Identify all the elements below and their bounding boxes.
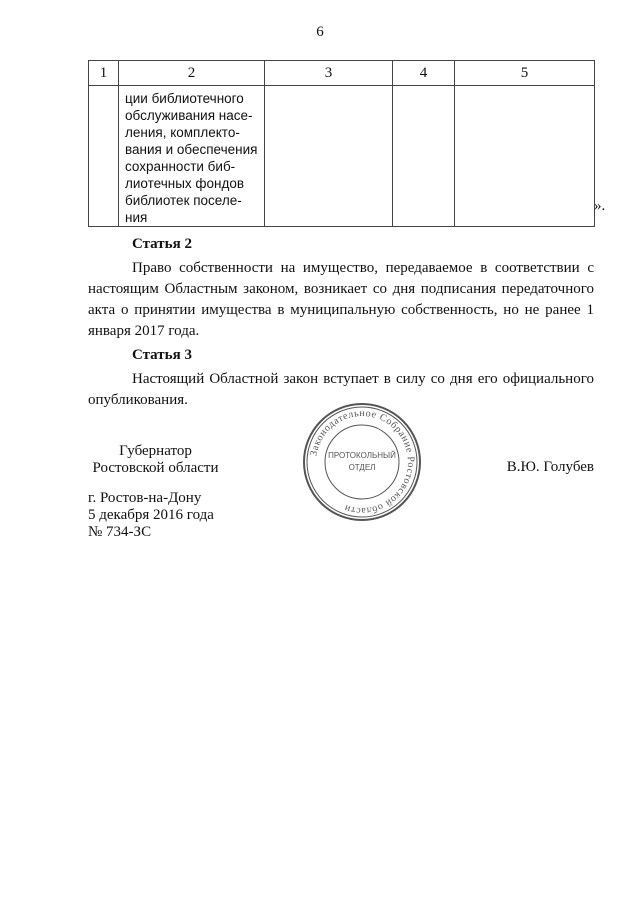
table-row xyxy=(89,86,595,227)
table-cell: ции библиотечного обслуживания насе- ления, комплекто- вания и обеспечения сохранности биб- лиотечных фондов библиотек поселе- ния xyxy=(119,86,265,227)
governor-title xyxy=(88,443,223,477)
issue-city: г. Ростов-на-Дону xyxy=(88,490,202,506)
governor-name: В.Ю. Голубев xyxy=(506,459,594,475)
seal-center-line1: ПРОТОКОЛЬНЫЙ xyxy=(328,451,396,460)
seal-ring-text: Законодательное Собрание Ростовской области xyxy=(308,407,417,517)
table-header-row xyxy=(89,61,595,86)
article-2-title: Статья 2 xyxy=(132,236,192,252)
table-cell xyxy=(89,86,119,227)
seal-center-line2: ОТДЕЛ xyxy=(348,463,376,472)
data-table xyxy=(88,60,595,227)
table-header-cell: 3 xyxy=(265,61,393,86)
governor-title-line1: Губернатор xyxy=(119,443,192,459)
table-header-cell: 1 xyxy=(89,61,119,86)
table-cell xyxy=(455,86,595,227)
table-header-cell: 2 xyxy=(119,61,265,86)
table-cell xyxy=(265,86,393,227)
article-3-text: Настоящий Областной закон вступает в силу со дня его официального опубликования. xyxy=(88,371,594,408)
page-number: 6 xyxy=(316,24,324,40)
table-cell xyxy=(393,86,455,227)
governor-title-line2: Ростовской области xyxy=(92,460,219,476)
closing-quote: ». xyxy=(594,198,606,214)
issue-details xyxy=(88,490,214,541)
table-header-cell: 5 xyxy=(455,61,595,86)
table-header-cell: 4 xyxy=(393,61,455,86)
issue-number: № 734-ЗС xyxy=(88,524,152,540)
article-3-title: Статья 3 xyxy=(132,347,192,363)
article-2-text: Право собственности на имущество, передаваемое в соответствии с настоящим Областным законом, возникает со дня подписания передаточного акта о принятии имущества в муниципальную собственность, но не ранее 1 января 2017 года. xyxy=(88,260,594,339)
official-seal xyxy=(300,400,424,524)
issue-date: 5 декабря 2016 года xyxy=(88,507,214,523)
